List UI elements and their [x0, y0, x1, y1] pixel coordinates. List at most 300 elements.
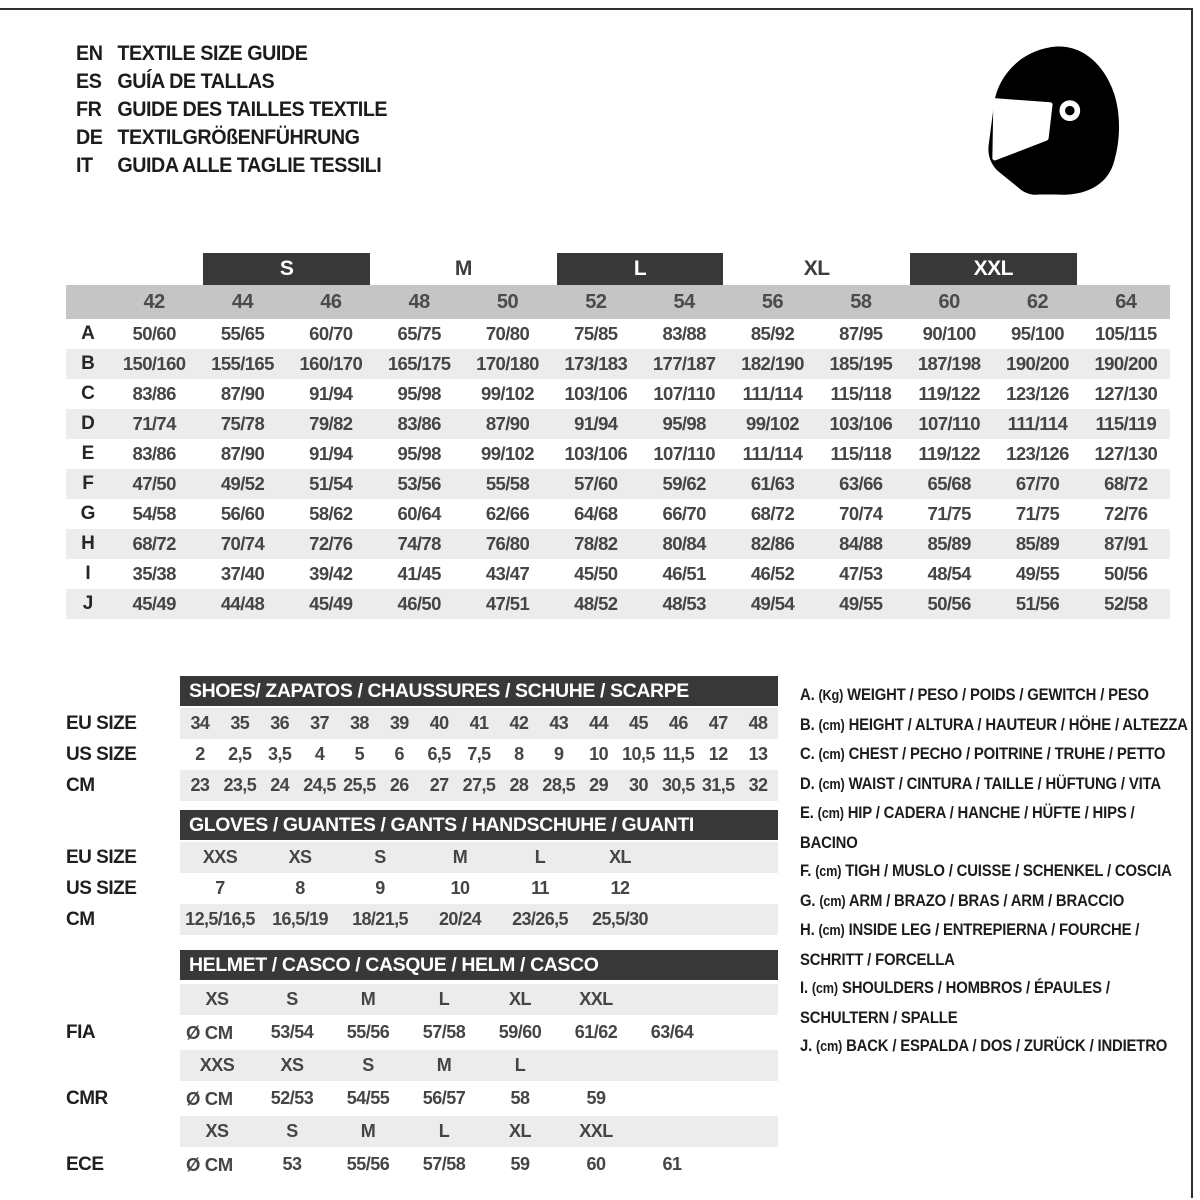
measurement-value: 56/60: [220, 503, 265, 524]
legend-item: [800, 681, 1196, 711]
row-letter: J: [82, 593, 94, 614]
helmet-size-label: XXL: [579, 1121, 613, 1141]
measurement-value: 80/84: [662, 533, 706, 554]
standard-name: FIA: [66, 1021, 96, 1043]
shoe-size-value: 31,5: [701, 775, 735, 795]
table-row: [66, 559, 1170, 589]
size-band-l: L: [557, 253, 724, 285]
size-number: 46: [320, 290, 342, 313]
helmet-size-value: 61: [662, 1154, 682, 1174]
measurement-value: 187/198: [917, 353, 981, 374]
row-letter: C: [81, 383, 95, 404]
measurement-value: 150/160: [122, 353, 186, 374]
table-row: [66, 409, 1170, 439]
measurement-value: 115/118: [830, 443, 892, 464]
measurement-value: 99/102: [746, 413, 799, 434]
measurement-rows: [66, 319, 1170, 619]
table-row: [66, 529, 1170, 559]
measurement-value: 50/60: [132, 323, 176, 344]
spacer: [66, 1116, 180, 1147]
measurement-value: 61/63: [750, 473, 795, 494]
table-row: [66, 349, 1170, 379]
measurement-value: 91/94: [309, 443, 353, 464]
measurement-value: 87/90: [485, 413, 530, 434]
shoes-size-table: [66, 676, 778, 801]
shoe-size-value: 45: [629, 713, 648, 733]
helmet-size-label: S: [362, 1055, 374, 1075]
shoe-size-value: 23: [190, 775, 210, 795]
legend-text: INSIDE LEG / ENTREPIERNA / FOURCHE / SCHRITT / FORCELLA: [800, 920, 1140, 969]
guide-title: GUÍA DE TALLAS: [117, 70, 275, 93]
glove-size-value: XS: [288, 847, 312, 867]
measurement-value: 115/119: [1095, 413, 1157, 434]
measurement-value: 48/54: [927, 563, 971, 584]
language-row: [76, 152, 387, 180]
legend-unit: (cm): [815, 864, 842, 880]
helmet-size-table: [66, 950, 778, 1182]
measurement-value: 123/126: [1006, 443, 1069, 464]
measurement-value: 55/58: [485, 473, 530, 494]
measurement-value: 111/114: [742, 443, 803, 464]
legend-unit: (Kg): [818, 688, 844, 704]
table-row: [66, 842, 778, 873]
helmet-size-value: 59: [586, 1088, 606, 1108]
helmet-size-value: 52/53: [270, 1088, 314, 1108]
shoe-size-value: 48: [748, 713, 768, 733]
legend-item: [800, 740, 1196, 770]
frame-border-top: [0, 8, 1192, 10]
measurement-value: 103/106: [564, 443, 628, 464]
helmet-size-value: 57/58: [422, 1154, 466, 1174]
measurement-value: 49/52: [220, 473, 265, 494]
glove-size-value: 8: [295, 878, 305, 898]
size-number: 60: [938, 290, 960, 313]
measurement-value: 85/89: [1015, 533, 1060, 554]
measurement-value: 64/68: [574, 503, 618, 524]
measurement-value: 46/51: [662, 563, 706, 584]
legend-unit: (cm): [811, 981, 838, 997]
measurement-value: 95/98: [397, 443, 441, 464]
helmet-sizes-row: [66, 1116, 778, 1147]
helmet-sizes-row: [66, 984, 778, 1015]
row-label: US SIZE: [66, 877, 137, 899]
shoe-size-value: 2: [195, 744, 205, 764]
measurement-value: 87/91: [1104, 533, 1148, 554]
glove-size-value: 20/24: [438, 909, 482, 929]
size-band-row: [66, 253, 1170, 285]
table-row: [66, 589, 1170, 619]
legend-text: ARM / BRAZO / BRAS / ARM / BRACCIO: [848, 890, 1125, 910]
measurement-value: 76/80: [485, 533, 530, 554]
shoe-size-value: 43: [549, 713, 569, 733]
measurement-value: 79/82: [309, 413, 353, 434]
shoe-size-value: 4: [314, 744, 325, 764]
measurement-value: 65/75: [397, 323, 441, 344]
measurement-value: 49/54: [750, 593, 795, 614]
measurement-value: 85/89: [927, 533, 971, 554]
glove-size-value: S: [374, 847, 386, 867]
legend-text: BACK / ESPALDA / DOS / ZURÜCK / INDIETRO: [846, 1036, 1168, 1055]
size-number: 58: [850, 290, 872, 313]
legend-key: E.: [800, 803, 814, 822]
row-label: CM: [66, 774, 95, 796]
helmet-standard-section: [66, 1050, 778, 1114]
measurement-value: 177/187: [652, 353, 716, 374]
shoe-size-value: 40: [429, 713, 449, 733]
measurement-value: 68/72: [132, 533, 176, 554]
measurement-value: 45/49: [309, 593, 353, 614]
measurement-value: 51/56: [1015, 593, 1060, 614]
table-row: [66, 469, 1170, 499]
legend-item: [800, 799, 1196, 857]
helmet-values-row: [66, 1149, 778, 1180]
glove-size-value: 10: [450, 878, 470, 898]
shoe-size-value: 12: [708, 744, 728, 764]
measurement-value: 105/115: [1095, 323, 1157, 344]
glove-size-value: 25,5/30: [592, 909, 648, 929]
helmet-size-label: S: [286, 989, 298, 1009]
helmet-size-label: XS: [280, 1055, 304, 1075]
helmet-size-value: 53/54: [270, 1022, 314, 1042]
legend-text: TIGH / MUSLO / CUISSE / SCHENKEL / COSCIA: [845, 861, 1172, 880]
shoe-size-value: 41: [469, 713, 489, 733]
measurement-value: 43/47: [485, 563, 530, 584]
helmet-size-label: XL: [508, 1121, 531, 1141]
glove-size-value: XL: [609, 847, 631, 867]
measurement-value: 119/122: [918, 383, 980, 404]
legend-text: HEIGHT / ALTURA / HAUTEUR / HÖHE / ALTEZZA: [848, 714, 1188, 734]
measurement-value: 66/70: [662, 503, 706, 524]
glove-size-value: 12,5/16,5: [185, 909, 255, 929]
shoe-size-value: 39: [389, 713, 409, 733]
measurement-value: 107/110: [653, 383, 715, 404]
measurement-value: 45/49: [132, 593, 176, 614]
measurement-value: 53/56: [397, 473, 441, 494]
measurement-value: 47/50: [132, 473, 176, 494]
helmet-size-value: 58: [510, 1088, 530, 1108]
measurement-value: 85/92: [750, 323, 795, 344]
spacer: [66, 1050, 180, 1081]
helmet-size-value: 59: [510, 1154, 530, 1174]
shoe-size-value: 44: [589, 713, 608, 733]
glove-size-value: 12: [610, 878, 630, 898]
helmet-size-label: XXL: [579, 989, 613, 1009]
shoes-table-title: SHOES/ ZAPATOS / CHAUSSURES / SCHUHE / SCARPE: [180, 676, 778, 706]
legend-unit: (cm): [818, 923, 845, 939]
size-number: 50: [496, 290, 519, 313]
helmet-size-value: 53: [282, 1154, 302, 1174]
legend-key: C.: [800, 744, 815, 763]
measurement-value: 71/75: [1015, 503, 1060, 524]
table-row: [66, 319, 1170, 349]
shoe-size-value: 36: [270, 713, 290, 733]
measurement-value: 127/130: [1094, 383, 1158, 404]
measurement-value: 60/64: [397, 503, 441, 524]
measurement-value: 91/94: [309, 383, 353, 404]
legend-key: I.: [800, 978, 808, 997]
shoe-size-value: 25,5: [343, 775, 376, 795]
textile-size-table: [66, 253, 1170, 619]
measurement-value: 111/114: [742, 383, 803, 404]
shoe-size-value: 10,5: [622, 744, 655, 764]
standard-name: CMR: [66, 1087, 108, 1109]
gloves-size-table: [66, 810, 778, 935]
size-number-header: [66, 285, 1170, 319]
shoe-size-value: 37: [310, 713, 329, 733]
measurement-value: 190/200: [1094, 353, 1158, 374]
legend-unit: (cm): [819, 893, 846, 910]
measurement-value: 70/80: [485, 323, 530, 344]
helmet-size-label: XS: [205, 989, 229, 1009]
shoe-size-value: 24: [270, 775, 290, 795]
language-code: ES: [76, 70, 102, 93]
measurement-value: 90/100: [922, 323, 976, 344]
measurement-value: 107/110: [653, 443, 715, 464]
helmet-sizes-row: [66, 1050, 778, 1081]
measurement-value: 54/58: [132, 503, 176, 524]
measurement-value: 74/78: [397, 533, 441, 554]
measurement-value: 46/52: [750, 563, 795, 584]
standard-name: ECE: [66, 1153, 104, 1175]
helmet-size-value: 60: [586, 1154, 606, 1174]
diameter-unit: Ø CM: [186, 1087, 233, 1109]
row-letter: G: [80, 503, 96, 524]
measurement-value: 95/100: [1011, 323, 1064, 344]
helmet-size-label: XXS: [199, 1055, 235, 1075]
diameter-unit: Ø CM: [186, 1153, 233, 1175]
size-band-xxl: XXL: [910, 253, 1077, 285]
table-row: [66, 904, 778, 935]
row-label: EU SIZE: [66, 712, 137, 734]
measurement-value: 99/102: [481, 383, 534, 404]
measurement-value: 44/48: [220, 593, 265, 614]
measurement-value: 62/66: [485, 503, 530, 524]
racing-helmet-icon: [982, 44, 1130, 196]
table-row: [66, 499, 1170, 529]
measurement-value: 52/58: [1104, 593, 1148, 614]
helmet-size-label: XL: [508, 989, 531, 1009]
measurement-value: 68/72: [1104, 473, 1148, 494]
guide-title: TEXTILGRÖßENFÜHRUNG: [117, 126, 360, 149]
measurement-value: 107/110: [918, 413, 980, 434]
shoe-size-value: 13: [748, 744, 768, 764]
legend-item: [800, 974, 1196, 1032]
row-label: US SIZE: [66, 743, 137, 765]
legend-unit: (cm): [818, 717, 845, 734]
shoe-size-value: 3,5: [268, 744, 292, 764]
size-number: 52: [585, 290, 607, 313]
measurement-value: 75/85: [574, 323, 618, 344]
shoe-size-value: 2,5: [228, 744, 252, 764]
measurement-value: 119/122: [918, 443, 980, 464]
helmet-size-value: 57/58: [422, 1022, 466, 1042]
helmet-size-value: 55/56: [346, 1022, 390, 1042]
helmet-size-value: 59/60: [498, 1022, 542, 1042]
row-letter: A: [81, 323, 95, 344]
language-code: EN: [76, 42, 103, 65]
table-row: [66, 439, 1170, 469]
measurement-value: 70/74: [220, 533, 265, 554]
language-code: FR: [76, 98, 102, 121]
measurement-value: 67/70: [1015, 473, 1060, 494]
measurement-value: 47/51: [485, 593, 530, 614]
shoe-size-value: 8: [514, 744, 524, 764]
legend-text: HIP / CADERA / HANCHE / HÜFTE / HIPS / BACINO: [800, 803, 1135, 852]
glove-size-value: XXS: [202, 847, 238, 867]
helmet-size-label: L: [438, 1121, 450, 1141]
legend-text: WAIST / CINTURA / TAILLE / HÜFTUNG / VITA: [848, 773, 1161, 793]
measurement-value: 83/86: [397, 413, 441, 434]
table-row: [66, 739, 778, 770]
shoe-size-value: 32: [748, 775, 768, 795]
language-row: [76, 68, 387, 96]
legend-key: A.: [800, 685, 815, 704]
shoe-size-value: 10: [589, 744, 608, 764]
measurement-value: 60/70: [309, 323, 353, 344]
shoe-size-value: 47: [708, 713, 728, 733]
measurement-value: 123/126: [1006, 383, 1069, 404]
legend-text: WEIGHT / PESO / POIDS / GEWITCH / PESO: [847, 685, 1149, 704]
legend-item: [800, 916, 1196, 974]
measurement-value: 47/53: [839, 563, 883, 584]
measurement-value: 83/88: [662, 323, 706, 344]
table-row: [66, 873, 778, 904]
measurement-value: 35/38: [132, 563, 176, 584]
helmet-size-value: 55/56: [346, 1154, 390, 1174]
shoe-size-value: 6,5: [427, 744, 451, 764]
shoe-size-value: 24,5: [303, 775, 336, 795]
measurement-value: 48/53: [662, 593, 706, 614]
measurement-value: 83/86: [132, 383, 176, 404]
measurement-value: 49/55: [839, 593, 883, 614]
measurement-value: 57/60: [574, 473, 618, 494]
glove-size-value: 23/26,5: [512, 909, 568, 929]
size-number: 48: [408, 290, 430, 313]
shoe-size-value: 28,5: [542, 775, 576, 795]
helmet-table-title: HELMET / CASCO / CASQUE / HELM / CASCO: [180, 950, 778, 980]
gloves-table-title: GLOVES / GUANTES / GANTS / HANDSCHUHE / GUANTI: [180, 810, 778, 840]
measurement-value: 75/78: [220, 413, 265, 434]
measurement-value: 49/55: [1015, 563, 1060, 584]
row-letter: B: [81, 353, 95, 374]
helmet-values-row: [66, 1017, 778, 1048]
legend-unit: (cm): [816, 1039, 843, 1055]
helmet-size-label: M: [436, 1055, 452, 1075]
shoe-size-value: 6: [394, 744, 404, 764]
glove-size-value: M: [452, 847, 468, 867]
measurement-value: 155/165: [211, 353, 274, 374]
measurement-value: 95/98: [397, 383, 441, 404]
table-row: [66, 770, 778, 801]
shoe-size-value: 9: [554, 744, 564, 764]
legend-key: B.: [800, 714, 815, 734]
measurement-value: 48/52: [574, 593, 618, 614]
legend-item: [800, 770, 1196, 800]
measurement-value: 50/56: [1104, 563, 1148, 584]
helmet-size-value: 63/64: [650, 1022, 694, 1042]
measurement-value: 103/106: [829, 413, 893, 434]
language-row: [76, 96, 387, 124]
helmet-size-value: 61/62: [574, 1022, 618, 1042]
measurement-value: 78/82: [574, 533, 618, 554]
language-list: [76, 40, 387, 180]
shoe-size-value: 42: [509, 713, 529, 733]
legend-unit: (cm): [818, 747, 845, 763]
measurement-value: 46/50: [397, 593, 441, 614]
measurement-value: 63/66: [839, 473, 883, 494]
guide-title: GUIDE DES TAILLES TEXTILE: [117, 98, 388, 121]
shoe-size-value: 27: [429, 775, 449, 795]
shoe-size-value: 23,5: [223, 775, 257, 795]
shoe-size-value: 7,5: [467, 744, 491, 764]
size-number: 62: [1026, 290, 1049, 313]
legend-item: [800, 857, 1196, 887]
size-band-m: M: [454, 257, 472, 280]
helmet-size-value: 54/55: [346, 1088, 390, 1108]
measurement-value: 37/40: [220, 563, 265, 584]
helmet-size-label: XS: [205, 1121, 229, 1141]
measurement-value: 58/62: [309, 503, 353, 524]
measurement-value: 111/114: [1007, 413, 1068, 434]
row-label: CM: [66, 908, 95, 930]
helmet-size-value: 56/57: [422, 1088, 466, 1108]
helmet-size-label: L: [438, 989, 450, 1009]
measurement-legend: [800, 681, 1196, 1062]
measurement-value: 190/200: [1006, 353, 1069, 374]
glove-size-value: 7: [215, 878, 225, 898]
shoe-size-value: 34: [190, 713, 210, 733]
helmet-size-label: M: [360, 1121, 376, 1141]
shoe-size-value: 38: [349, 713, 369, 733]
glove-size-value: 9: [375, 878, 385, 898]
shoe-size-value: 35: [230, 713, 250, 733]
measurement-value: 50/56: [927, 593, 971, 614]
legend-item: [800, 1032, 1196, 1062]
measurement-value: 82/86: [750, 533, 795, 554]
legend-key: F.: [800, 861, 812, 880]
shoe-size-value: 11,5: [662, 744, 695, 764]
helmet-size-label: L: [514, 1055, 526, 1075]
legend-item: [800, 887, 1196, 917]
helmet-size-label: M: [360, 989, 376, 1009]
measurement-value: 165/175: [387, 353, 451, 374]
measurement-value: 51/54: [309, 473, 353, 494]
size-number: 54: [673, 290, 695, 313]
measurement-value: 115/118: [830, 383, 892, 404]
measurement-value: 99/102: [481, 443, 534, 464]
shoe-size-value: 28: [509, 775, 529, 795]
measurement-value: 65/68: [927, 473, 971, 494]
table-row: [66, 708, 778, 739]
measurement-value: 41/45: [397, 563, 441, 584]
row-letter: I: [85, 563, 91, 584]
table-row: [66, 379, 1170, 409]
size-number: 56: [761, 290, 784, 313]
shoe-size-value: 30,5: [662, 775, 695, 795]
spacer: [66, 984, 180, 1015]
measurement-value: 68/72: [750, 503, 795, 524]
language-row: [76, 40, 387, 68]
measurement-value: 170/180: [476, 353, 539, 374]
measurement-value: 160/170: [299, 353, 363, 374]
legend-key: D.: [800, 773, 815, 793]
measurement-value: 87/90: [220, 443, 265, 464]
glove-size-value: L: [534, 847, 546, 867]
measurement-value: 127/130: [1094, 443, 1158, 464]
guide-title: GUIDA ALLE TAGLIE TESSILI: [117, 154, 382, 177]
legend-key: G.: [800, 890, 816, 910]
measurement-value: 87/95: [839, 323, 883, 344]
